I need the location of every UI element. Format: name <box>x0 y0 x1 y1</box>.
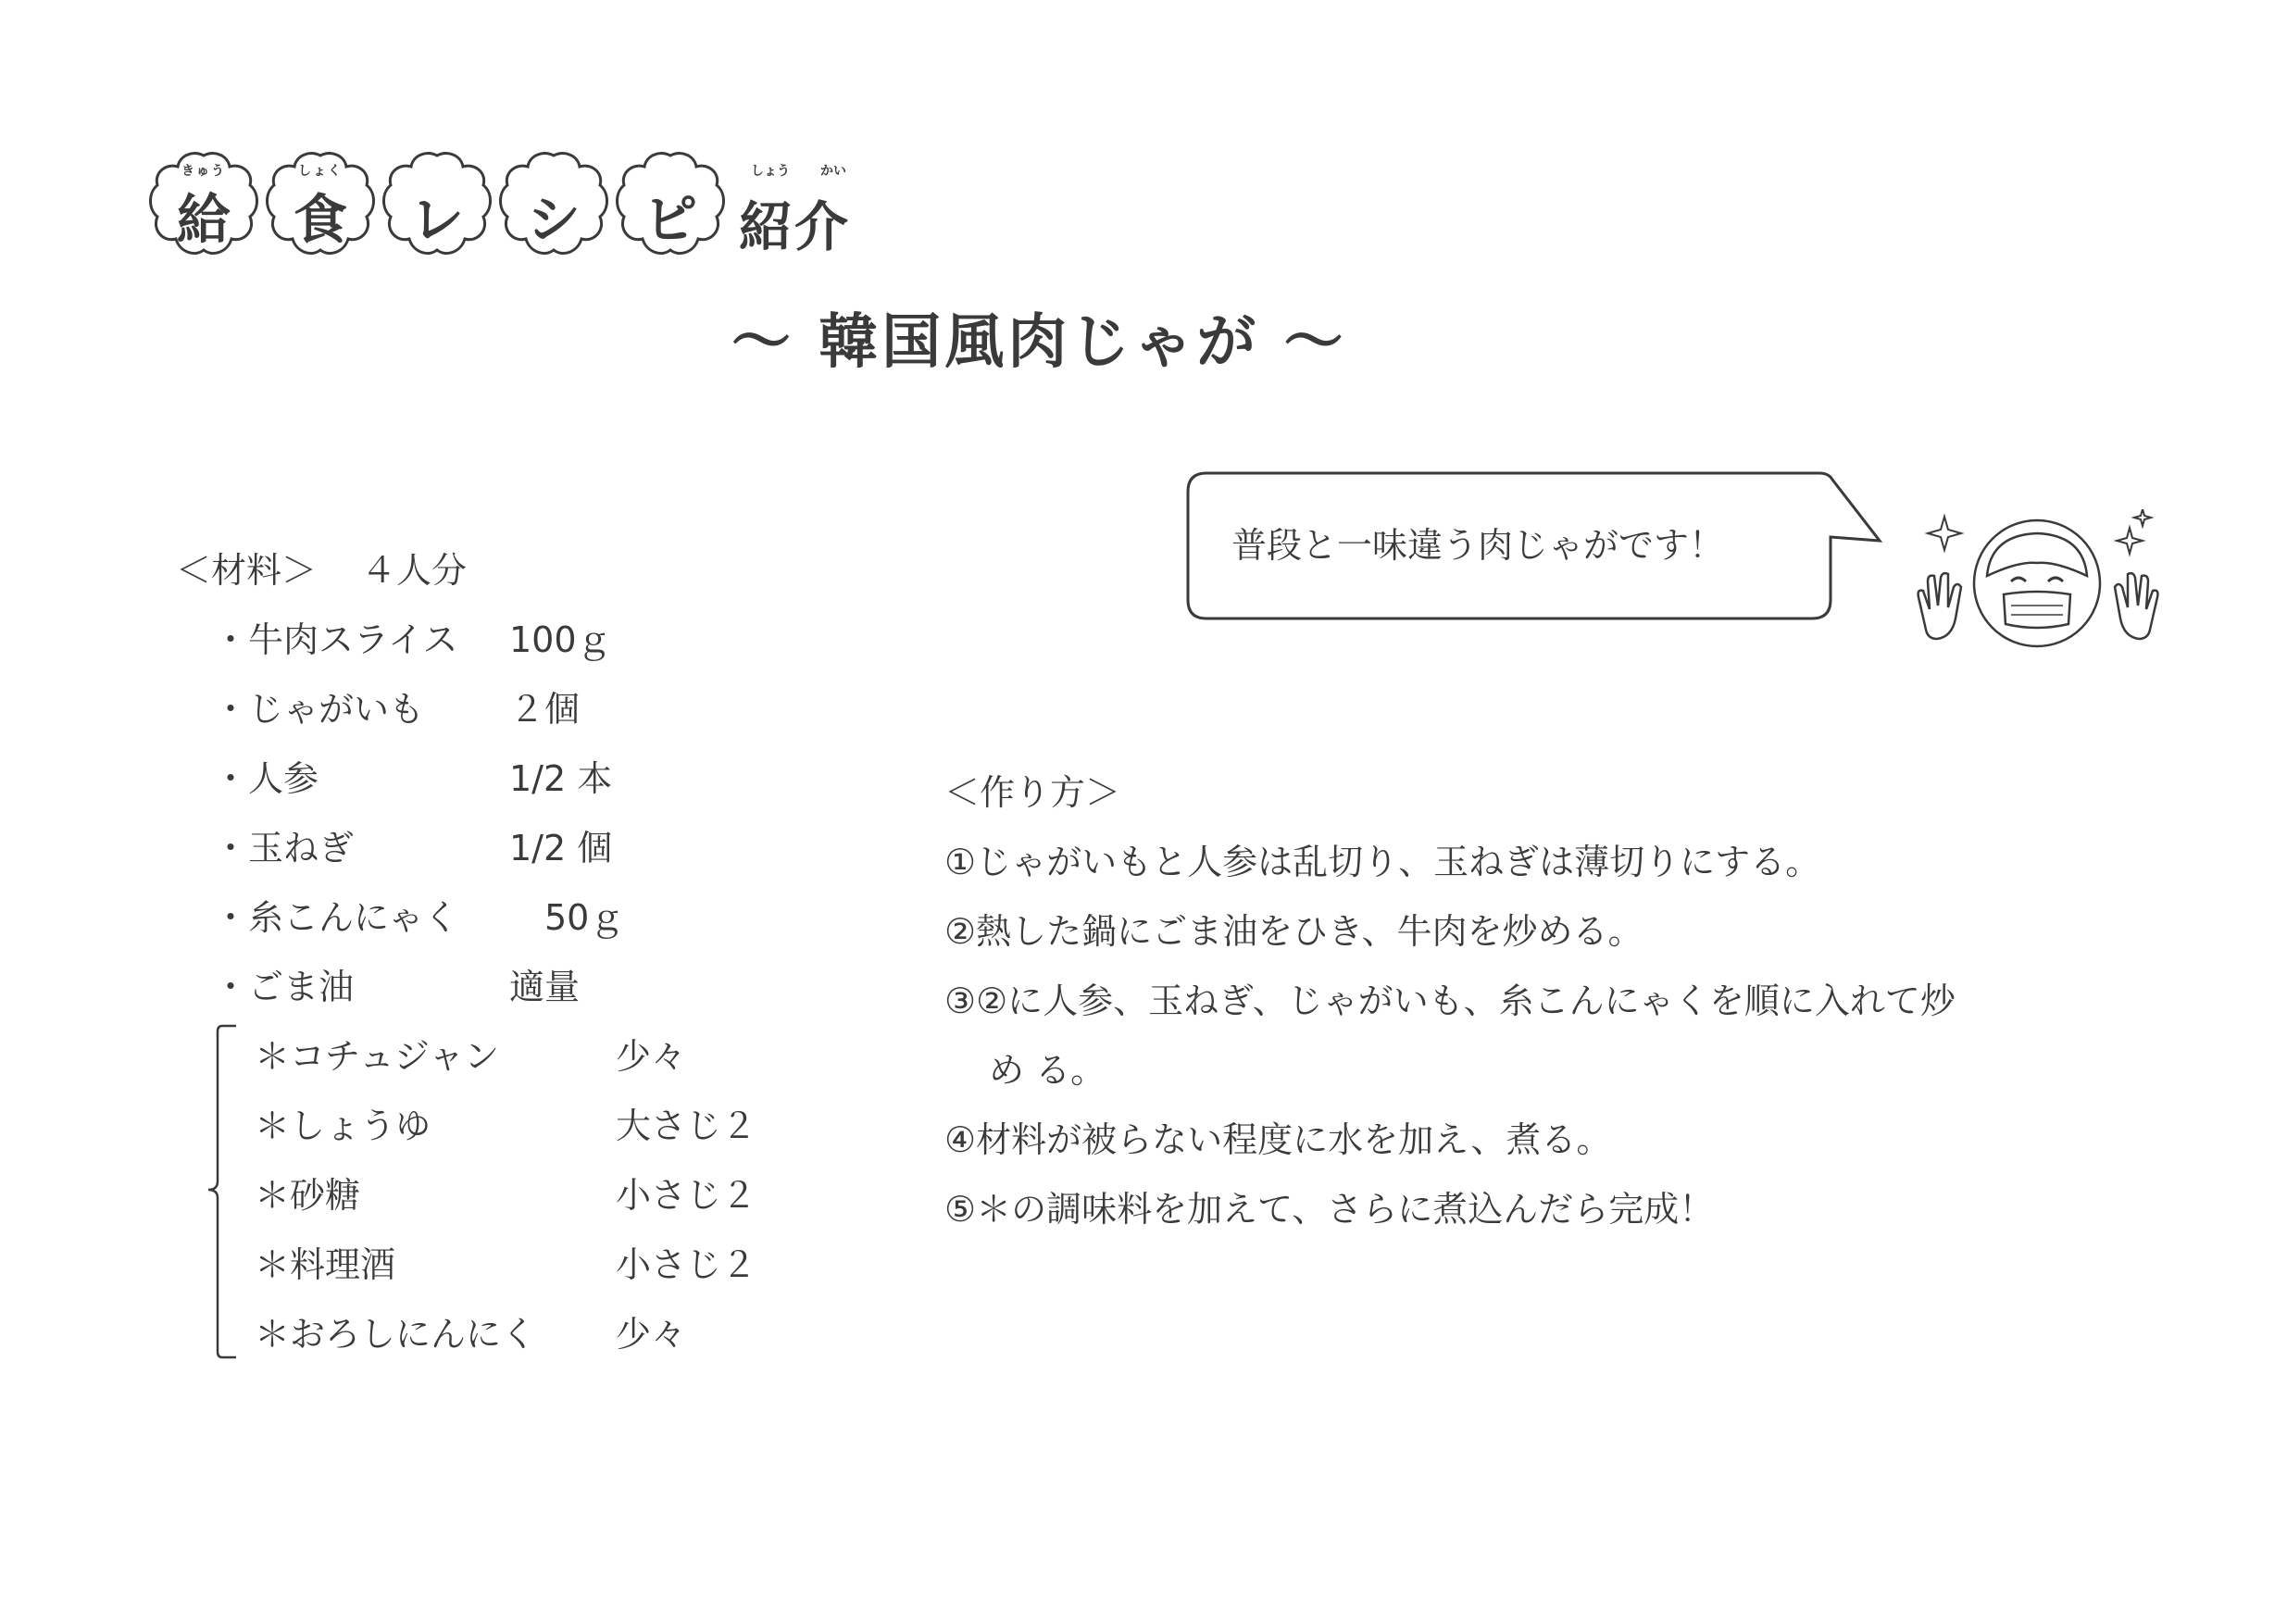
seasoning-name: ＊料理酒 <box>255 1244 396 1285</box>
ingredient-name: ・ごま油 <box>213 967 355 1007</box>
ingredient-row <box>176 949 756 1018</box>
seasoning-name: ＊おろしにんにく <box>255 1314 537 1355</box>
header-glyph: レ <box>409 188 464 251</box>
ingredients-heading: ＜材料＞ <box>176 550 318 591</box>
ingredient-row <box>176 671 756 741</box>
seasoning-name: ＊コチュジャン <box>255 1036 500 1077</box>
header-glyph: ピ <box>643 188 697 251</box>
seasoning-qty: 小さじ２ <box>616 1175 757 1216</box>
ingredient-name: ・人参 <box>213 758 319 799</box>
speech-bubble-text: 普段と一味違う肉じゃがです！ <box>1231 525 1725 566</box>
ingredients-section <box>176 532 756 1366</box>
method-heading: ＜作り方＞ <box>944 772 1121 813</box>
ingredient-name: ・じゃがいも <box>213 689 425 730</box>
header-word-text: 紹介 <box>739 195 851 258</box>
method-step-continuation: め る。 <box>989 1050 1106 1091</box>
header-cloud-char <box>265 148 376 259</box>
method-section <box>944 755 1956 1241</box>
ingredient-name: ・糸こんにゃく <box>213 897 459 938</box>
method-step: ③②に人参、玉ねぎ、じゃがいも、糸こんにゃくを順に入れて炒 <box>944 981 1956 1021</box>
ingredient-qty: 1/2 本 <box>509 758 613 799</box>
seasoning-name: ＊砂糖 <box>255 1175 361 1216</box>
ingredient-qty: ２個 <box>509 689 581 730</box>
seasoning-name: ＊しょうゆ <box>255 1106 431 1146</box>
header-glyph: 給 <box>176 188 231 251</box>
ingredients-heading-row <box>176 532 756 602</box>
seasoning-row <box>176 1018 756 1088</box>
method-step: ⑤＊の調味料を加えて、さらに煮込んだら完成！ <box>944 1189 1715 1230</box>
ingredient-qty: 50ｇ <box>509 897 625 938</box>
header-cloud-char <box>498 148 609 259</box>
chef-illustration-icon <box>1907 509 2167 648</box>
ingredient-name: ・玉ねぎ <box>213 828 355 868</box>
seasoning-row <box>176 1296 756 1366</box>
seasoning-brace-icon <box>185 1018 241 1370</box>
seasoning-qty: 少々 <box>616 1314 687 1355</box>
ingredient-row <box>176 741 756 810</box>
header-cloud-char <box>148 148 259 259</box>
ingredient-row <box>176 880 756 949</box>
method-step: ①じゃがいもと人参は乱切り、玉ねぎは薄切りにする。 <box>944 842 1821 882</box>
ingredient-row <box>176 810 756 880</box>
seasoning-row <box>176 1157 756 1227</box>
header-ruby: しょく <box>298 164 343 179</box>
header-ruby: かい <box>820 164 846 179</box>
servings: ４人分 <box>361 550 468 591</box>
header-word-ruby <box>739 161 865 180</box>
seasoning-qty: 少々 <box>616 1036 687 1077</box>
header-glyph: 食 <box>293 188 347 251</box>
ingredient-name: ・牛肉スライス <box>213 619 458 660</box>
ingredient-qty: 適量 <box>509 967 581 1007</box>
seasoning-row <box>176 1088 756 1157</box>
method-step: ④材料が被らない程度に水を加え、煮る。 <box>944 1119 1612 1160</box>
header-ruby: しょう <box>751 164 790 179</box>
seasoning-qty: 大さじ２ <box>616 1106 757 1146</box>
dish-title: ～ 韓国風肉じゃが ～ <box>731 308 1347 377</box>
header-ruby: きゅう <box>181 164 226 179</box>
seasoning-row <box>176 1227 756 1296</box>
header-glyph: シ <box>526 188 581 251</box>
header-cloud-char <box>615 148 726 259</box>
ingredient-qty: 100ｇ <box>509 619 612 660</box>
header-cloud-char <box>381 148 493 259</box>
recipe-header <box>148 139 851 259</box>
seasoning-qty: 小さじ２ <box>616 1244 757 1285</box>
ingredient-qty: 1/2 個 <box>509 828 613 868</box>
ingredient-row <box>176 602 756 671</box>
method-step: ②熱した鍋にごま油をひき、牛肉を炒める。 <box>944 911 1643 952</box>
